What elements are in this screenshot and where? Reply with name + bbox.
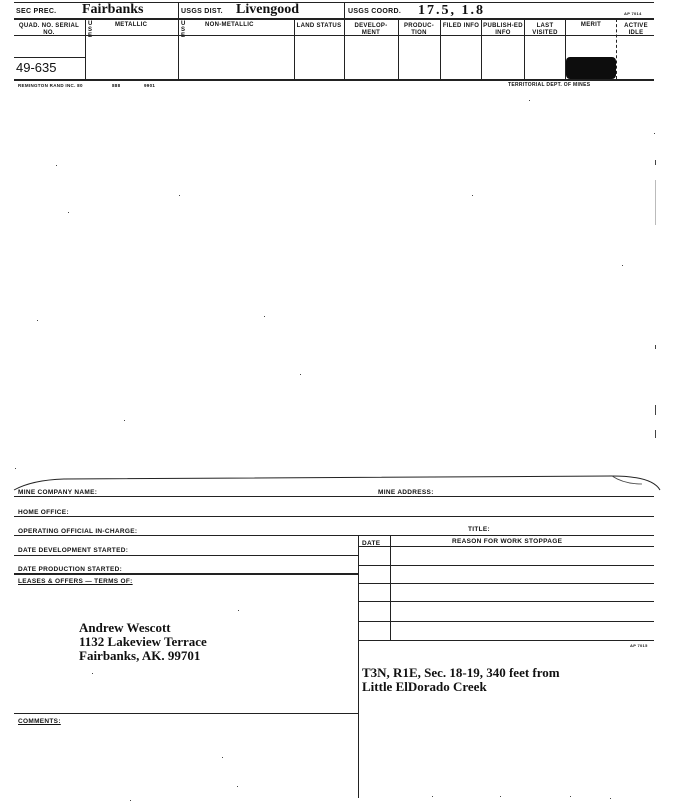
rule-official bbox=[14, 535, 654, 536]
stoppage-date-header: DATE bbox=[362, 540, 381, 547]
scan-speck bbox=[622, 265, 623, 266]
quad-serial-value: 49-635 bbox=[16, 60, 57, 75]
divider-metallic bbox=[85, 19, 86, 79]
rule-home-office bbox=[14, 516, 654, 517]
scan-speck bbox=[222, 757, 223, 758]
scan-speck bbox=[15, 468, 16, 469]
col-quad-no: QUAD. NO. bbox=[18, 23, 54, 29]
scan-speck bbox=[654, 133, 655, 134]
usgs-coord-value: 17.5, 1.8 bbox=[418, 3, 485, 18]
col-metallic: METALLIC bbox=[115, 22, 148, 28]
divider-active-idle bbox=[616, 19, 617, 79]
stoppage-row-rule bbox=[358, 565, 654, 566]
scan-speck bbox=[130, 800, 131, 801]
printer-code-a: 888 bbox=[112, 83, 121, 88]
rule-comments bbox=[14, 713, 358, 714]
col-header-rule bbox=[14, 35, 654, 36]
scan-speck bbox=[264, 316, 265, 317]
stoppage-reason-header: REASON FOR WORK STOPPAGE bbox=[452, 538, 563, 545]
divider-published bbox=[481, 19, 482, 79]
scan-speck bbox=[655, 180, 656, 225]
title-label: TITLE: bbox=[468, 526, 491, 533]
location-line-2: Little ElDorado Creek bbox=[362, 679, 487, 694]
scan-speck bbox=[570, 796, 571, 797]
location-line-1: T3N, R1E, Sec. 18-19, 340 feet from bbox=[362, 665, 560, 680]
operating-official-label: OPERATING OFFICIAL IN-CHARGE: bbox=[18, 528, 138, 535]
header-rule bbox=[14, 18, 654, 20]
divider-last-visited bbox=[524, 19, 525, 79]
col-filed-info: FILED INFO bbox=[442, 23, 480, 29]
usgs-dist-label: USGS DIST. bbox=[181, 8, 223, 15]
stoppage-date-divider bbox=[390, 535, 391, 641]
date-development-label: DATE DEVELOPMENT STARTED: bbox=[18, 547, 129, 554]
col-development: DEVELOP-MENT bbox=[354, 23, 388, 36]
mine-company-name-label: MINE COMPANY NAME: bbox=[18, 489, 98, 496]
stoppage-row-rule bbox=[358, 601, 654, 602]
col-nonmetallic-use: U S E bbox=[181, 21, 186, 39]
scan-speck bbox=[655, 405, 656, 415]
stoppage-row-rule bbox=[358, 640, 654, 641]
center-divider bbox=[358, 535, 359, 798]
scan-speck bbox=[655, 430, 656, 438]
col-last-visited: LAST VISITED bbox=[532, 23, 558, 36]
scan-speck bbox=[300, 374, 301, 375]
scan-speck bbox=[92, 673, 93, 674]
row-bottom-rule bbox=[14, 79, 654, 81]
home-office-label: HOME OFFICE: bbox=[18, 509, 69, 516]
scan-speck bbox=[529, 100, 530, 101]
scan-speck bbox=[37, 320, 38, 321]
sec-prec-value: Fairbanks bbox=[82, 2, 144, 17]
scan-speck bbox=[237, 786, 238, 787]
sec-prec-label: SEC PREC. bbox=[16, 8, 57, 15]
form-code-bottom: AP 7015 bbox=[630, 643, 648, 648]
rule-company bbox=[14, 496, 654, 497]
owner-city: Fairbanks, AK. 99701 bbox=[79, 648, 201, 663]
divider-land-status bbox=[294, 19, 295, 79]
usgs-dist-value: Livengood bbox=[236, 2, 300, 17]
scan-speck bbox=[472, 195, 473, 196]
col-metallic-use: U S E bbox=[88, 21, 93, 39]
col-serial-no: SERIAL NO. bbox=[43, 23, 80, 36]
scan-speck bbox=[179, 195, 180, 196]
scan-speck bbox=[500, 796, 501, 797]
col-land-status: LAND STATUS bbox=[296, 23, 342, 29]
col-active-idle: ACTIVE IDLE bbox=[624, 23, 648, 36]
printer-code-b: 9901 bbox=[144, 83, 156, 88]
mine-address-label: MINE ADDRESS: bbox=[378, 489, 434, 496]
stoppage-row-rule bbox=[358, 621, 654, 622]
department-imprint: TERRITORIAL DEPT. OF MINES bbox=[508, 82, 591, 88]
col-production: PRODUC-TION bbox=[403, 23, 435, 36]
rule-dev-started bbox=[14, 555, 358, 556]
scan-speck bbox=[68, 212, 69, 213]
rule-prod-started bbox=[14, 573, 358, 575]
card-fold-edge bbox=[12, 470, 662, 496]
scan-speck bbox=[655, 345, 656, 349]
serial-underline bbox=[14, 57, 86, 58]
scan-speck bbox=[432, 796, 433, 797]
owner-street: 1132 Lakeview Terrace bbox=[79, 634, 207, 649]
date-production-label: DATE PRODUCTION STARTED: bbox=[18, 566, 123, 573]
scan-speck bbox=[655, 160, 656, 165]
form-code-top: AP 7014 bbox=[624, 11, 642, 16]
stoppage-header-rule bbox=[358, 546, 654, 547]
scan-speck bbox=[56, 165, 57, 166]
scan-speck bbox=[238, 610, 239, 611]
divider-usgs-dist bbox=[178, 2, 179, 79]
divider-usgs-coord bbox=[344, 2, 345, 79]
redacted-merit-block bbox=[566, 57, 616, 79]
divider-production bbox=[398, 19, 399, 79]
comments-label: COMMENTS: bbox=[18, 718, 61, 725]
col-merit: MERIT bbox=[580, 22, 602, 28]
scan-speck bbox=[610, 798, 611, 799]
usgs-coord-label: USGS COORD. bbox=[348, 8, 402, 15]
owner-name: Andrew Wescott bbox=[79, 620, 171, 635]
leases-offers-label: LEASES & OFFERS — TERMS OF: bbox=[18, 578, 133, 585]
col-nonmetallic: NON-METALLIC bbox=[205, 22, 254, 28]
col-published-info: PUBLISH-ED INFO bbox=[483, 23, 523, 36]
divider-filed bbox=[440, 19, 441, 79]
scan-speck bbox=[124, 420, 125, 421]
stoppage-row-rule bbox=[358, 583, 654, 584]
printer-imprint: REMINGTON RAND INC. 80 bbox=[18, 83, 83, 88]
